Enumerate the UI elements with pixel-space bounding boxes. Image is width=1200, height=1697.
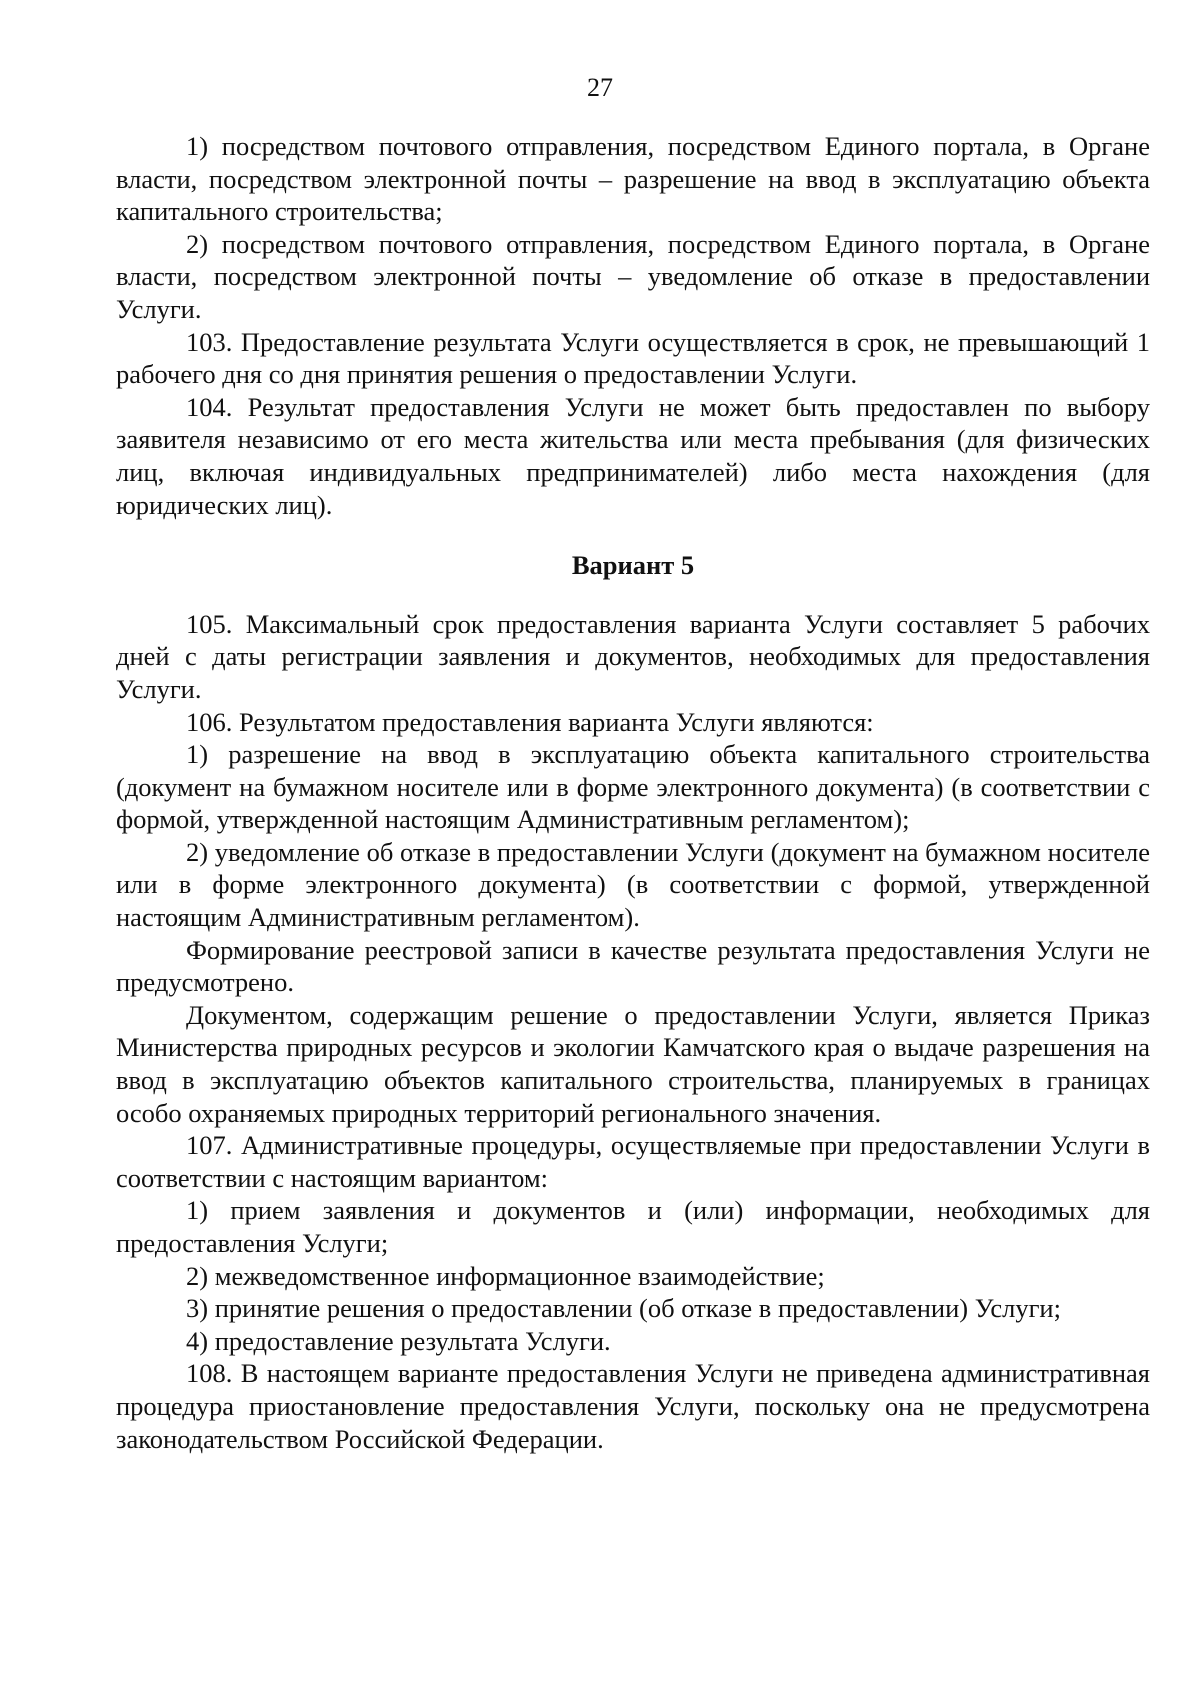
paragraph-registry-record: Формирование реестровой записи в качестве результата предоставления Услуги не предусмотрено. bbox=[116, 934, 1150, 998]
paragraph-107: 107. Административные процедуры, осуществляемые при предоставлении Услуги в соответствии с настоящим вариантом: bbox=[116, 1130, 1150, 1193]
paragraph-106: 106. Результатом предоставления варианта Услуги являются: bbox=[186, 706, 874, 737]
paragraph-107-item-3: 3) принятие решения о предоставлении (об отказе в предоставлении) Услуги; bbox=[186, 1293, 1061, 1324]
paragraph-104: 104. Результат предоставления Услуги не может быть предоставлен по выбору заявителя независимо от его места жительства или места пребывания (для физических лиц, включая индивидуальных предпринимателей) либо места нахождения (для юридических лиц). bbox=[116, 391, 1150, 520]
document-body bbox=[116, 130, 1150, 1455]
paragraph-107-item-1: 1) прием заявления и документов и (или) информации, необходимых для предоставления Услуги; bbox=[116, 1195, 1150, 1258]
paragraph-decision-document: Документом, содержащим решение о предоставлении Услуги, является Приказ Министерства природных ресурсов и экологии Камчатского края о выдаче разрешения на ввод в эксплуатацию объектов капитального строительства, планируемых в границах особо охраняемых природных территорий регионального значения. bbox=[116, 999, 1150, 1128]
paragraph-105: 105. Максимальный срок предоставления варианта Услуги составляет 5 рабочих дней с даты регистрации заявления и документов, необходимых для предоставления Услуги. bbox=[116, 608, 1150, 704]
paragraph-103: 103. Предоставление результата Услуги осуществляется в срок, не превышающий 1 рабочего дня со дня принятия решения о предоставлении Услуги. bbox=[116, 326, 1150, 390]
paragraph-107-item-4: 4) предоставление результата Услуги. bbox=[186, 1325, 611, 1356]
section-heading-variant-5: Вариант 5 bbox=[571, 550, 695, 581]
paragraph-107-item-2: 2) межведомственное информационное взаимодействие; bbox=[186, 1260, 825, 1291]
paragraph-108: 108. В настоящем варианте предоставления Услуги не приведена административная процедура приостановление предоставления Услуги, поскольку она не предусмотрена законодательством Российской Федерации. bbox=[116, 1358, 1150, 1454]
paragraph-106-item-1: 1) разрешение на ввод в эксплуатацию объекта капитального строительства (документ на бумажном носителе или в форме электронного документа) (в соответствии с формой, утвержденной настоящим Административным регламентом); bbox=[116, 739, 1150, 835]
paragraph-106-item-2: 2) уведомление об отказе в предоставлении Услуги (документ на бумажном носителе или в форме электронного документа) (в соответствии с формой, утвержденной настоящим Административным регламентом). bbox=[116, 836, 1150, 933]
paragraph-delivery-method-refusal: 2) посредством почтового отправления, посредством Единого портала, в Органе власти, посредством электронной почты – уведомление об отказе в предоставлении Услуги. bbox=[116, 228, 1150, 324]
page-number: 27 bbox=[587, 73, 613, 102]
paragraph-delivery-method-permit: 1) посредством почтового отправления, посредством Единого портала, в Органе власти, посредством электронной почты – разрешение на ввод в эксплуатацию объекта капитального строительства; bbox=[116, 131, 1150, 227]
